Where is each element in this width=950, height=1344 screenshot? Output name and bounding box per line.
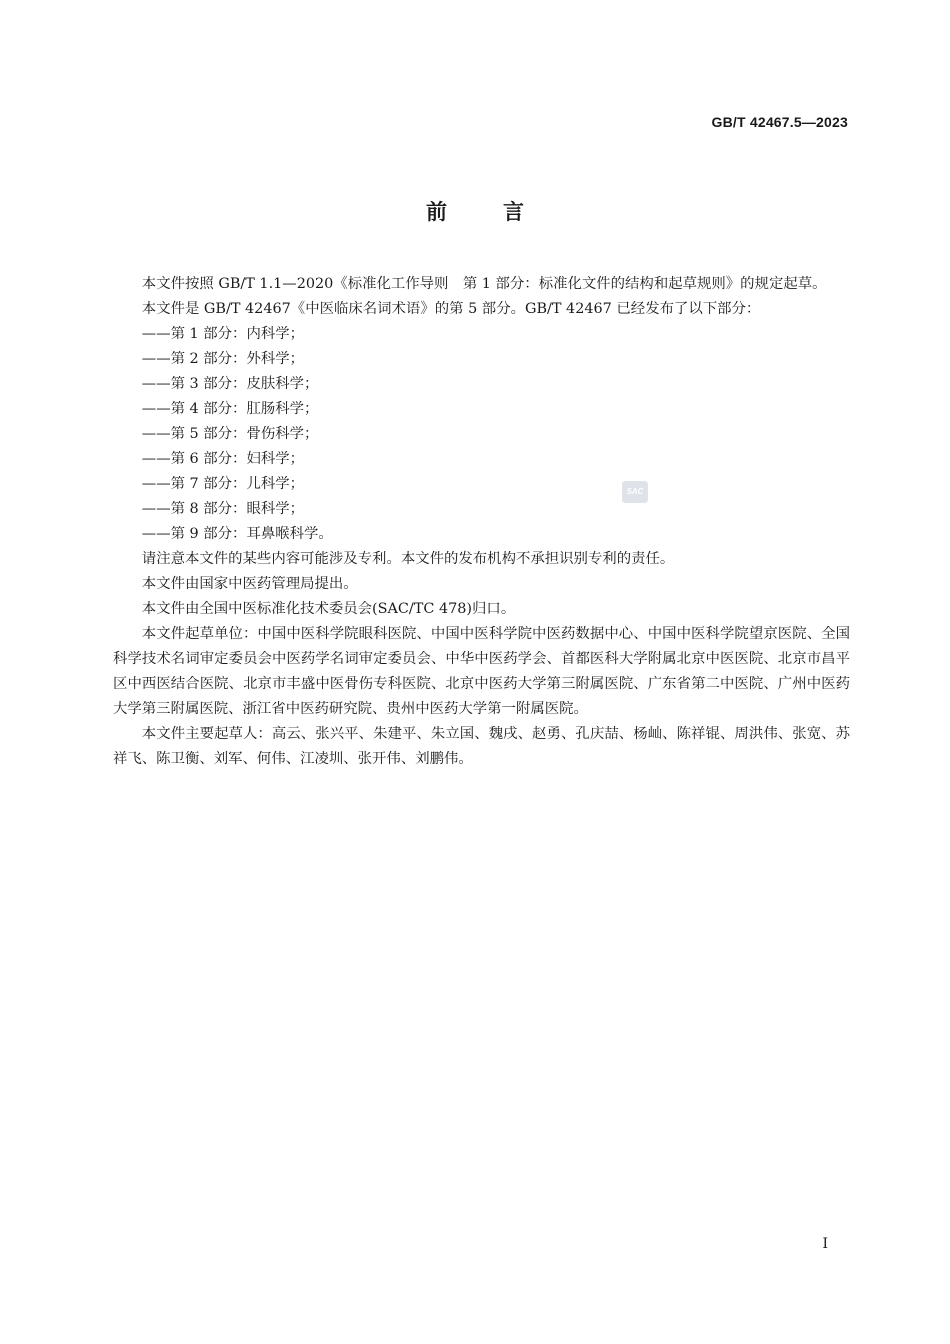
list-item-part: ——第 5 部分：骨伤科学； — [141, 426, 319, 442]
list-item-part: ——第 9 部分：耳鼻喉科学。 — [141, 526, 333, 542]
list-item-part: ——第 1 部分：内科学； — [141, 326, 305, 342]
standard-code: GB/T 42467.5—2023 — [711, 114, 848, 130]
sac-watermark-logo: SAC — [622, 481, 648, 503]
list-item-part: ——第 8 部分：眼科学； — [141, 501, 305, 517]
list-item-part: ——第 6 部分：妇科学； — [141, 451, 305, 467]
paragraph-drafting-rule: 本文件按照 GB/T 1.1—2020《标准化工作导则 第 1 部分：标准化文件的结构和起草规则》的规定起草。 — [141, 276, 827, 292]
list-item-part: ——第 2 部分：外科学； — [141, 351, 305, 367]
paragraph-proposer: 本文件由国家中医药管理局提出。 — [141, 576, 358, 592]
paragraph-drafting-units: 本文件起草单位：中国中医科学院眼科医院、中国中医科学院中医药数据中心、中国中医科学院望京医院、全国科学技术名词审定委员会中医药学名词审定委员会、中华中医药学会、首都医科大学附属北京中医医院、北京市昌平区中西医结合医院、北京市丰盛中医骨伤专科医院、北京中医药大学第三附属医院、广东省第二中医院、广州中医药大学第三附属医院、浙江省中医药研究院、贵州中医药大学第一附属医院。 — [113, 626, 850, 717]
foreword-body — [113, 272, 850, 772]
list-item-part: ——第 3 部分：皮肤科学； — [141, 376, 319, 392]
page-title: 前言 — [426, 200, 580, 224]
page-number: I — [822, 1236, 828, 1252]
list-item-part: ——第 4 部分：肛肠科学； — [141, 401, 319, 417]
paragraph-drafters: 本文件主要起草人：高云、张兴平、朱建平、朱立国、魏戌、赵勇、孔庆喆、杨屾、陈祥锟、周洪伟、张宽、苏祥飞、陈卫衡、刘军、何伟、江凌圳、张开伟、刘鹏伟。 — [113, 726, 850, 767]
paragraph-patent-notice: 请注意本文件的某些内容可能涉及专利。本文件的发布机构不承担识别专利的责任。 — [141, 551, 675, 567]
paragraph-committee: 本文件由全国中医标准化技术委员会(SAC/TC 478)归口。 — [141, 601, 516, 617]
paragraph-series-intro: 本文件是 GB/T 42467《中医临床名词术语》的第 5 部分。GB/T 42467 已经发布了以下部分： — [141, 301, 761, 317]
list-item-part: ——第 7 部分：儿科学； — [141, 476, 305, 492]
